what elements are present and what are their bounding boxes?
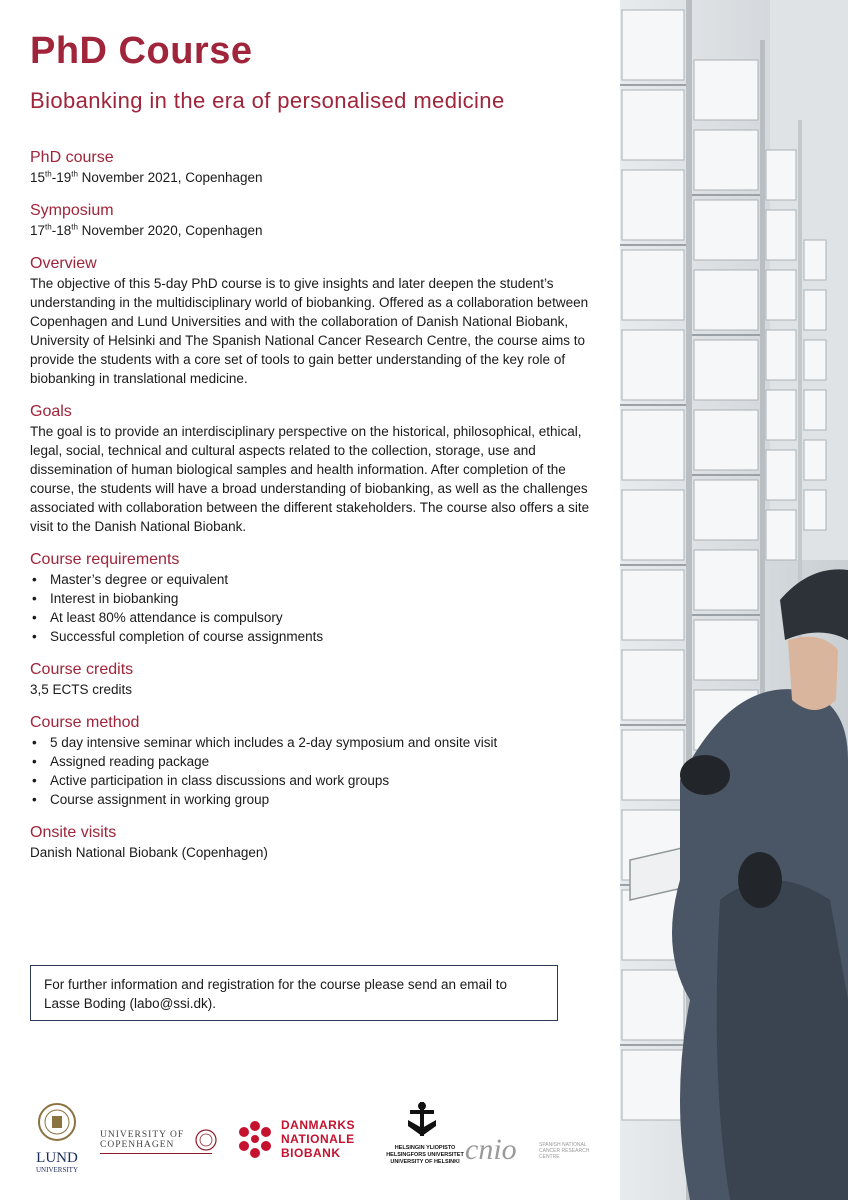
cnio-wordmark: cnio: [465, 1133, 517, 1166]
ucph-wordmark-2: COPENHAGEN: [100, 1140, 175, 1150]
lund-seal-icon: [32, 1100, 82, 1146]
ucph-seal-icon: [194, 1126, 218, 1154]
section-heading: PhD course: [30, 149, 114, 166]
section-heading: Course requirements: [30, 551, 180, 568]
list-item: • Course assignment in working group: [50, 790, 600, 809]
ucph-wordmark-1: UNIVERSITY OF: [100, 1130, 185, 1140]
phd-course-dates: 15th-19th November 2021, Copenhagen: [30, 169, 263, 185]
list-item: • Successful completion of course assignments: [50, 627, 600, 646]
page-title: PhD Course: [30, 30, 253, 72]
lund-wordmark-sub: UNIVERSITY: [36, 1166, 78, 1174]
section-overview: [30, 254, 600, 388]
lund-university-logo: [32, 1100, 82, 1174]
list-item: • Interest in biobanking: [50, 589, 600, 608]
section-onsite: [30, 823, 600, 862]
symposium-dates: 17th-18th November 2020, Copenhagen: [30, 222, 263, 238]
section-heading: Goals: [30, 403, 72, 420]
section-heading: Course method: [30, 714, 140, 731]
partner-logos: [30, 1100, 600, 1180]
method-list: [30, 733, 600, 809]
ucph-logo: [100, 1130, 220, 1154]
section-symposium: [30, 201, 600, 240]
list-item: • Active participation in class discussions and work groups: [50, 771, 600, 790]
contact-box: [30, 965, 558, 1021]
section-requirements: [30, 550, 600, 646]
list-item: • Assigned reading package: [50, 752, 600, 771]
dnb-flower-icon: [235, 1118, 275, 1162]
helsinki-torch-icon: [402, 1100, 442, 1140]
section-heading: Course credits: [30, 661, 134, 678]
onsite-text: Danish National Biobank (Copenhagen): [30, 845, 268, 860]
lund-wordmark: LUND: [36, 1150, 78, 1166]
overview-text: The objective of this 5-day PhD course is to give insights and later deepen the student’s understanding in the multidisciplinary world of biobanking. Offered as a collaboration between Copenhagen and Lund Universities and with the collaboration of Danish National Biobank, University of Helsinki and The Spanish National Cancer Research Centre, the course aims to provide the students with a core set of tools to gain better understanding of the key role of biobanking in translational medicine.: [30, 276, 589, 386]
section-credits: [30, 660, 600, 699]
section-heading: Symposium: [30, 202, 114, 219]
content-sections: [30, 148, 600, 876]
cnio-subtext: SPANISH NATIONAL CANCER RESEARCH CENTRE: [539, 1142, 590, 1160]
biobank-freezer-illustration: [620, 0, 848, 1200]
goals-text: The goal is to provide an interdisciplinary perspective on the historical, philosophical, ethical, legal, social, technical and cultural aspects related to the collection, storage, use and dissemination of human biological samples and health information. After completion of the course, the students will have a broad understanding of biobanking, as well as the challenges associated with collaboration between the different stakeholders. The course also offers a site visit to the Danish National Biobank.: [30, 424, 590, 534]
helsinki-wordmark: HELSINGIN YLIOPISTO HELSINGFORS UNIVERSITET UNIVERSITY OF HELSINKI: [386, 1145, 464, 1165]
dnb-wordmark: DANMARKS NATIONALE BIOBANK: [281, 1118, 355, 1160]
list-item: • Master’s degree or equivalent: [50, 570, 600, 589]
section-phd-course: [30, 148, 600, 187]
list-item: • At least 80% attendance is compulsory: [50, 608, 600, 627]
section-heading: Overview: [30, 255, 97, 272]
biobank-photo: [620, 0, 848, 1200]
list-item: • 5 day intensive seminar which includes a 2-day symposium and onsite visit: [50, 733, 600, 752]
helsinki-logo: [380, 1100, 470, 1166]
section-method: [30, 713, 600, 809]
contact-text: For further information and registration for the course please send an email to Lasse Boding (labo@ssi.dk).: [44, 977, 507, 1011]
section-heading: Onsite visits: [30, 824, 117, 841]
page-subtitle: Biobanking in the era of personalised medicine: [30, 88, 505, 113]
credits-text: 3,5 ECTS credits: [30, 682, 133, 697]
section-goals: [30, 402, 600, 536]
requirements-list: [30, 570, 600, 646]
